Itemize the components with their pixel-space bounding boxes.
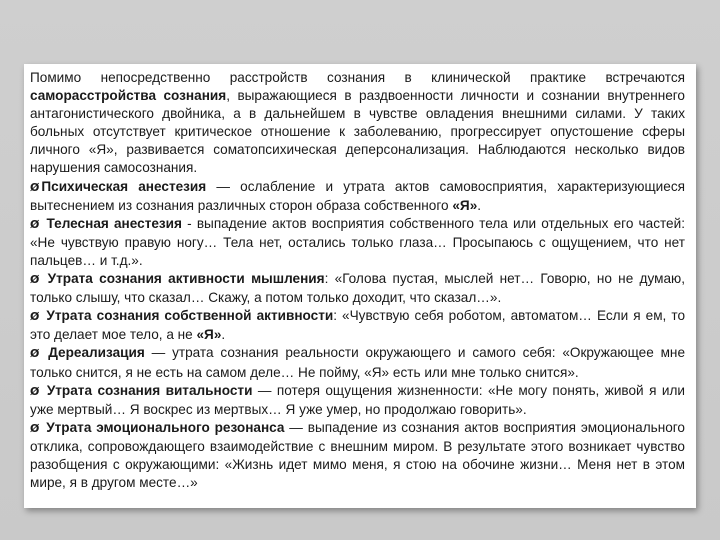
bullet-arrow-icon: Ø [30,384,40,398]
item-text: — потеря ощущения жизненности: «Не могу понять, живой я или уже мертвый… Я воскрес из мертвых… Я уже умер, но продолжаю говорить». [30,382,686,417]
item-tail-bold: «Я» [196,327,222,343]
bullet-arrow-icon: Ø [30,273,40,287]
intro-paragraph [30,69,685,178]
list-item [30,215,685,270]
intro-bold-term: саморасстройства сознания [30,88,227,104]
list-item [30,344,685,381]
bullet-arrow-icon: Ø [30,217,40,231]
bullet-arrow-icon: Ø [30,347,40,361]
text-box [24,64,696,508]
item-text: - выпадение актов восприятия собственного тела или отдельных его частей: «Не чувствую правую ногу… Тела нет, остались только глаза… Просыпаюсь с ощущением, что нет пальцев… и т.д.». [30,215,685,268]
item-text: — утрата сознания реальности окружающего и самого себя: «Окружающее мне только снится, я не есть на самом деле… Не пойму, «Я» есть или мне только снится». [30,345,686,380]
item-title: Утрата сознания собственной активности [46,308,334,324]
bullet-arrow-icon: Ø [30,180,40,194]
intro-text: Помимо непосредственно расстройств сознания в клинической практике встречаются [30,70,685,85]
item-tail: . [221,327,226,343]
bullet-arrow-icon: Ø [30,310,40,324]
list-item [30,382,685,419]
item-text: : «Чувствую себя роботом, автоматом… Если я ем, то это делает мое тело, а не [30,308,686,343]
list-item [30,307,685,344]
intro-rest: , выражающиеся в раздвоенности личности и сознании внутреннего антагонистического двойника, а в дальнейшем в чувстве овладения внешними силами. У таких больных отсутствует критическое отношение к заболеванию, прогрессирует опустошение сферы личного «Я», развивается соматопсихическая деперсонализация. Наблюдаются несколько видов нарушения самосознания. [30,88,685,176]
item-title: Утрата сознания витальности [46,382,253,398]
bullet-arrow-icon: Ø [30,421,40,435]
item-text: — выпадение из сознания актов восприятия эмоционального отклика, сопровождающего взаимодействие с внешним миром. В результате этого возникает чувство разобщения с окружающими: «Жизнь идет мимо меня, я стою на обочине жизни… Меня нет в этом мире, я в другом месте…» [30,419,685,491]
list-item [30,178,685,215]
item-title: Телесная анестезия [46,215,182,231]
item-text: — ослабление и утрата актов самовосприятия, характеризующиеся вытеснением из сознания различных сторон образа собственного [30,178,685,213]
list-item [30,419,685,492]
item-title: Утрата эмоционального резонанса [46,419,285,435]
item-title: Дереализация [48,345,145,361]
item-title: Психическая анестезия [41,178,207,194]
item-tail: . [477,197,482,213]
list-item [30,270,685,307]
item-text: : «Голова пустая, мыслей нет… Говорю, но не думаю, только слышу, что сказал… Скажу, а потом только доходит, что сказал…». [30,271,685,306]
item-tail-bold: «Я» [452,197,478,213]
item-title: Утрата сознания активности мышления [47,271,325,287]
